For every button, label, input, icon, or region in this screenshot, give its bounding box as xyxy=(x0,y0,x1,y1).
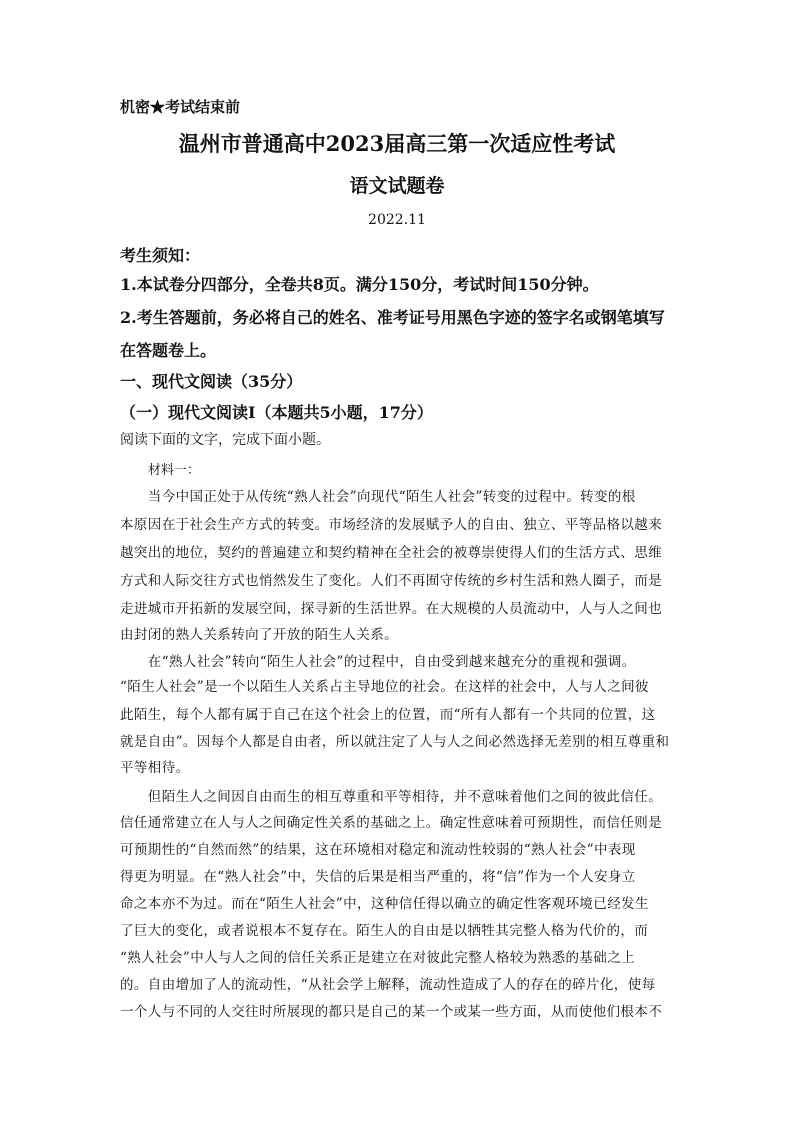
body-line: 越突出的地位，契约的普遍建立和契约精神在全社会的被尊崇使得人们的生活方式、思维 xyxy=(120,545,663,561)
body-line: 了巨大的变化，或者说根本不复存在。陌生人的自由是以牺牲其完整人格为代价的，而 xyxy=(120,923,649,939)
body-line: 平等相待。 xyxy=(120,760,190,776)
notice-item-2-line-2: 在答题卷上。 xyxy=(120,341,217,360)
body-line: 信任通常建立在人与人之间确定性关系的基础之上。确定性意味着可预期性，而信任则是 xyxy=(120,815,663,831)
body-line: 命之本亦不为过。而在“陌生人社会”中，这种信任得以确立的确定性客观环境已经发生 xyxy=(120,896,649,912)
exam-subtitle: 语文试题卷 xyxy=(349,175,445,197)
body-line: 由封闭的熟人关系转向了开放的陌生人关系。 xyxy=(120,627,398,643)
body-line: 方式和人际交往方式也悄然发生了变化。人们不再囿守传统的乡村生活和熟人圈子，而是 xyxy=(120,573,663,589)
subsection-heading: （一）现代文阅读Ⅰ（本题共5小题，17分） xyxy=(120,403,433,422)
body-line: 可预期性的“自然而然”的结果，这在环境相对稳定和流动性较弱的“熟人社会”中表现 xyxy=(120,842,636,858)
notice-item-2-line-1: 2.考生答题前，务必将自己的姓名、准考证号用黑色字迹的签字名或钢笔填写 xyxy=(120,308,665,327)
body-line: 一个人与不同的人交往时所展现的都只是自己的某一个或某一些方面，从而使他们根本不 xyxy=(120,1004,663,1020)
confidential-mark: 机密★考试结束前 xyxy=(120,98,241,116)
body-line: 本原因在于社会生产方式的转变。市场经济的发展赋予人的自由、独立、平等品格以越来 xyxy=(120,517,663,533)
material-label: 材料一： xyxy=(148,463,201,478)
body-line: 此陌生，每个人都有属于自己在这个社会上的位置，而“所有人都有一个共同的位置，这 xyxy=(120,707,656,723)
notice-heading: 考生须知： xyxy=(120,246,201,265)
body-line: “熟人社会”中人与人之间的信任关系正是建立在对彼此完整人格较为熟悉的基础之上 xyxy=(120,950,636,966)
exam-date: 2022.11 xyxy=(368,212,426,228)
exam-title: 温州市普通高中2023届高三第一次适应性考试 xyxy=(178,131,616,156)
body-line: 当今中国正处于从传统“熟人社会”向现代“陌生人社会”转变的过程中。转变的根 xyxy=(120,489,636,505)
body-line: 但陌生人之间因自由而生的相互尊重和平等相待，并不意味着他们之间的彼此信任。 xyxy=(120,789,663,805)
notice-item-1: 1.本试卷分四部分，全卷共8页。满分150分，考试时间150分钟。 xyxy=(120,275,599,294)
reading-instruction: 阅读下面的文字，完成下面小题。 xyxy=(120,432,330,448)
body-line: 走进城市开拓新的发展空间，探寻新的生活世界。在大规模的人员流动中，人与人之间也 xyxy=(120,601,663,617)
section-heading: 一、现代文阅读（35分） xyxy=(120,372,303,391)
body-line: “陌生人社会”是一个以陌生人关系占主导地位的社会。在这样的社会中，人与人之间彼 xyxy=(120,679,649,695)
body-line: 在“熟人社会”转向“陌生人社会”的过程中，自由受到越来越充分的重视和强调。 xyxy=(120,654,636,670)
body-line: 得更为明显。在“熟人社会”中，失信的后果是相当严重的，将“信”作为一个人安身立 xyxy=(120,869,636,885)
body-line: 就是自由”。因每个人都是自由者，所以就注定了人与人之间必然选择无差别的相互尊重和 xyxy=(120,734,670,750)
body-line: 的。自由增加了人的流动性，“从社会学上解释，流动性造成了人的存在的碎片化，使每 xyxy=(120,977,656,993)
